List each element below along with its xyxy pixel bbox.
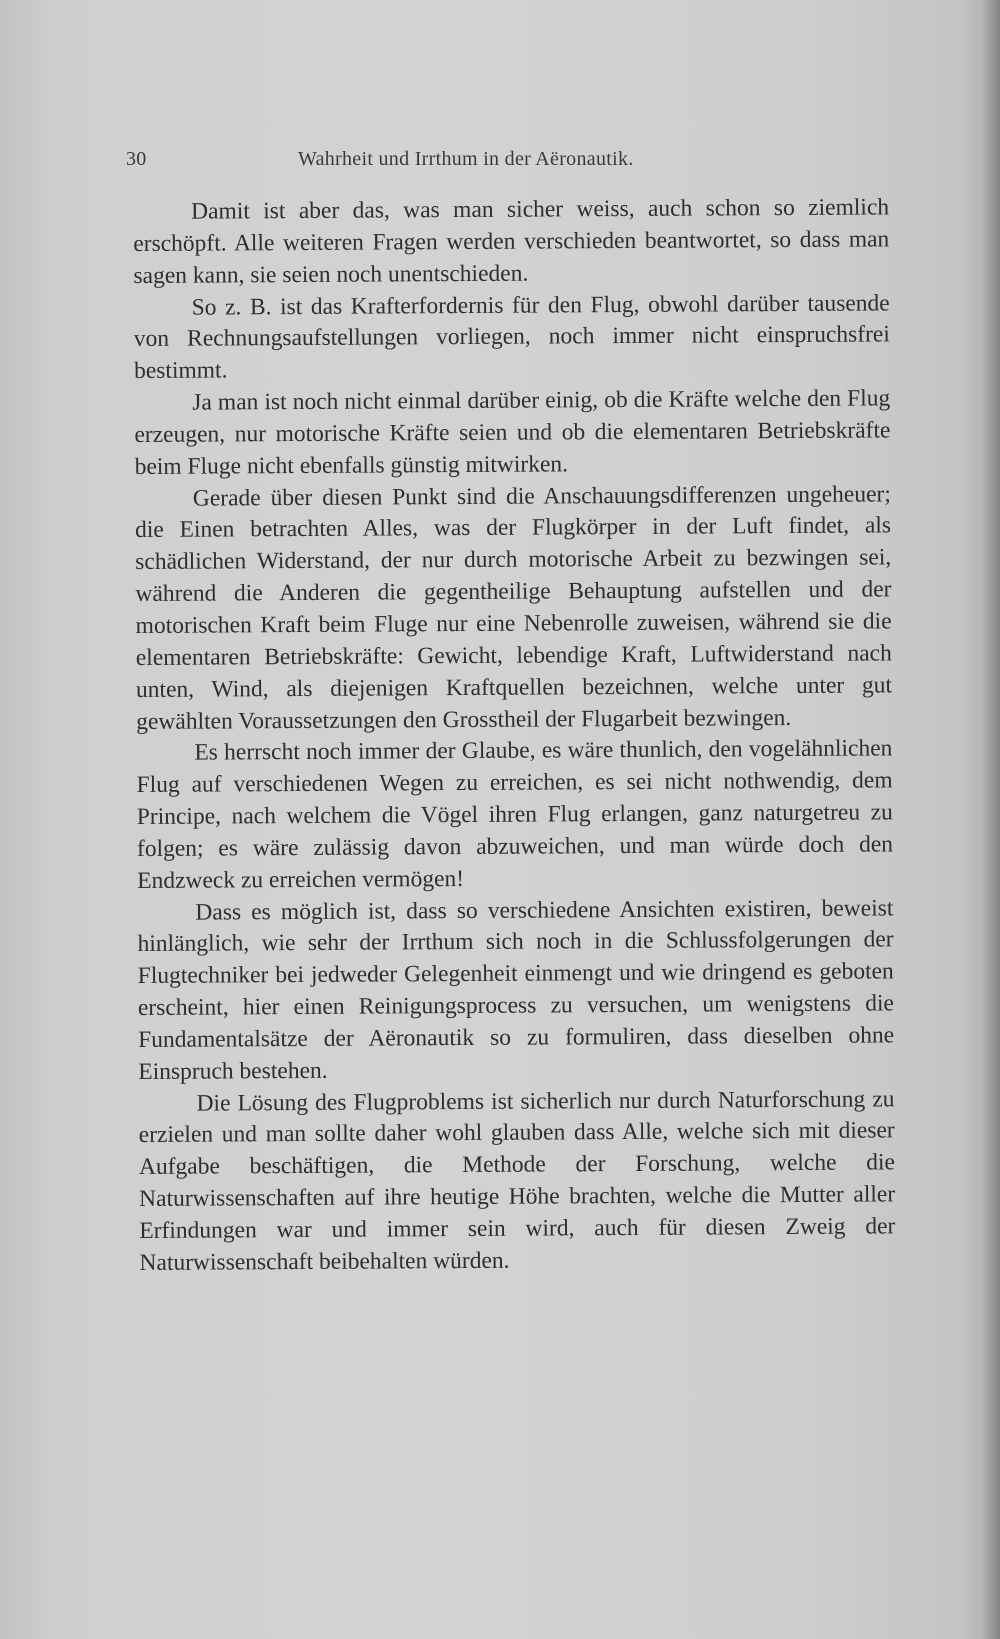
paragraph: Dass es möglich ist, dass so verschiedene Ansichten existiren, beweist hinlänglich, wie sehr der Irrthum sich noch in die Schlussfolgerungen der Flugtechniker bei jedweder Gelegenheit einmengt und wie dringend es geboten erscheint, hier einen Reinigungsprocess zu versuchen, um wenigstens die Fundamentalsätze der Aëronautik so zu formuliren, dass dieselben ohne Einspruch bestehen. [137,894,895,1085]
paragraph: So z. B. ist das Krafterfordernis für den Flug, obwohl darüber tausende von Rechnungsaufstellungen vorliegen, noch immer nicht einspruchsfrei bestimmt. [133,289,890,385]
paragraph: Gerade über diesen Punkt sind die Anschauungsdifferenzen ungeheuer; die Einen betrachten Alles, was der Flugkörper in der Luft findet, als schädlichen Widerstand, der nur durch motorische Arbeit zu bezwingen sei, während die Anderen die gegentheilige Behauptung aufstellen und der motorischen Kraft beim Fluge nur eine Nebenrolle zuweisen, während sie die elementaren Betriebskräfte: Gewicht, lebendige Kraft, Luftwiderstand nach unten, Wind, als diejenigen Kraftquellen bezeichnen, welche unter gut gewählten Voraussetzungen den Grosstheil der Flugarbeit bezwingen. [134,480,893,735]
paragraph: Die Lösung des Flugproblems ist sicherlich nur durch Naturforschung zu erzielen und man sollte daher wohl glauben dass Alle, welche sich mit dieser Aufgabe beschäftigen, die Methode der Forschung, welche die Naturwissenschaften auf ihre heutige Höhe brachten, welche die Mutter aller Erfindungen war und immer sein wird, auch für diesen Zweig der Naturwissenschaft beibehalten würden. [138,1085,896,1276]
body-text [133,192,896,1279]
running-title: Wahrheit und Irrthum in der Aëronautik. [298,148,634,170]
page-edge-shadow [982,0,1000,1639]
page-number: 30 [126,148,147,170]
paragraph: Es herrscht noch immer der Glaube, es wäre thunlich, den vogelähnlichen Flug auf verschiedenen Wegen zu erreichen, es sei nicht nothwendig, dem Principe, nach welchem die Vögel ihren Flug erlangen, ganz naturgetreu zu folgen; es wäre zulässig davon abzuweichen, und man würde doch den Endzweck zu erreichen vermögen! [136,735,894,894]
paragraph: Damit ist aber das, was man sicher weiss, auch schon so ziemlich erschöpft. Alle weiteren Fragen werden verschieden beantwortet, so dass man sagen kann, sie seien noch unentschieden. [133,194,890,289]
page-header [126,148,726,178]
paragraph: Ja man ist noch nicht einmal darüber einig, ob die Kräfte welche den Flug erzeugen, nur motorische Kräfte seien und ob die elementaren Betriebskräfte beim Fluge nicht ebenfalls günstig mitwirken. [134,385,891,480]
